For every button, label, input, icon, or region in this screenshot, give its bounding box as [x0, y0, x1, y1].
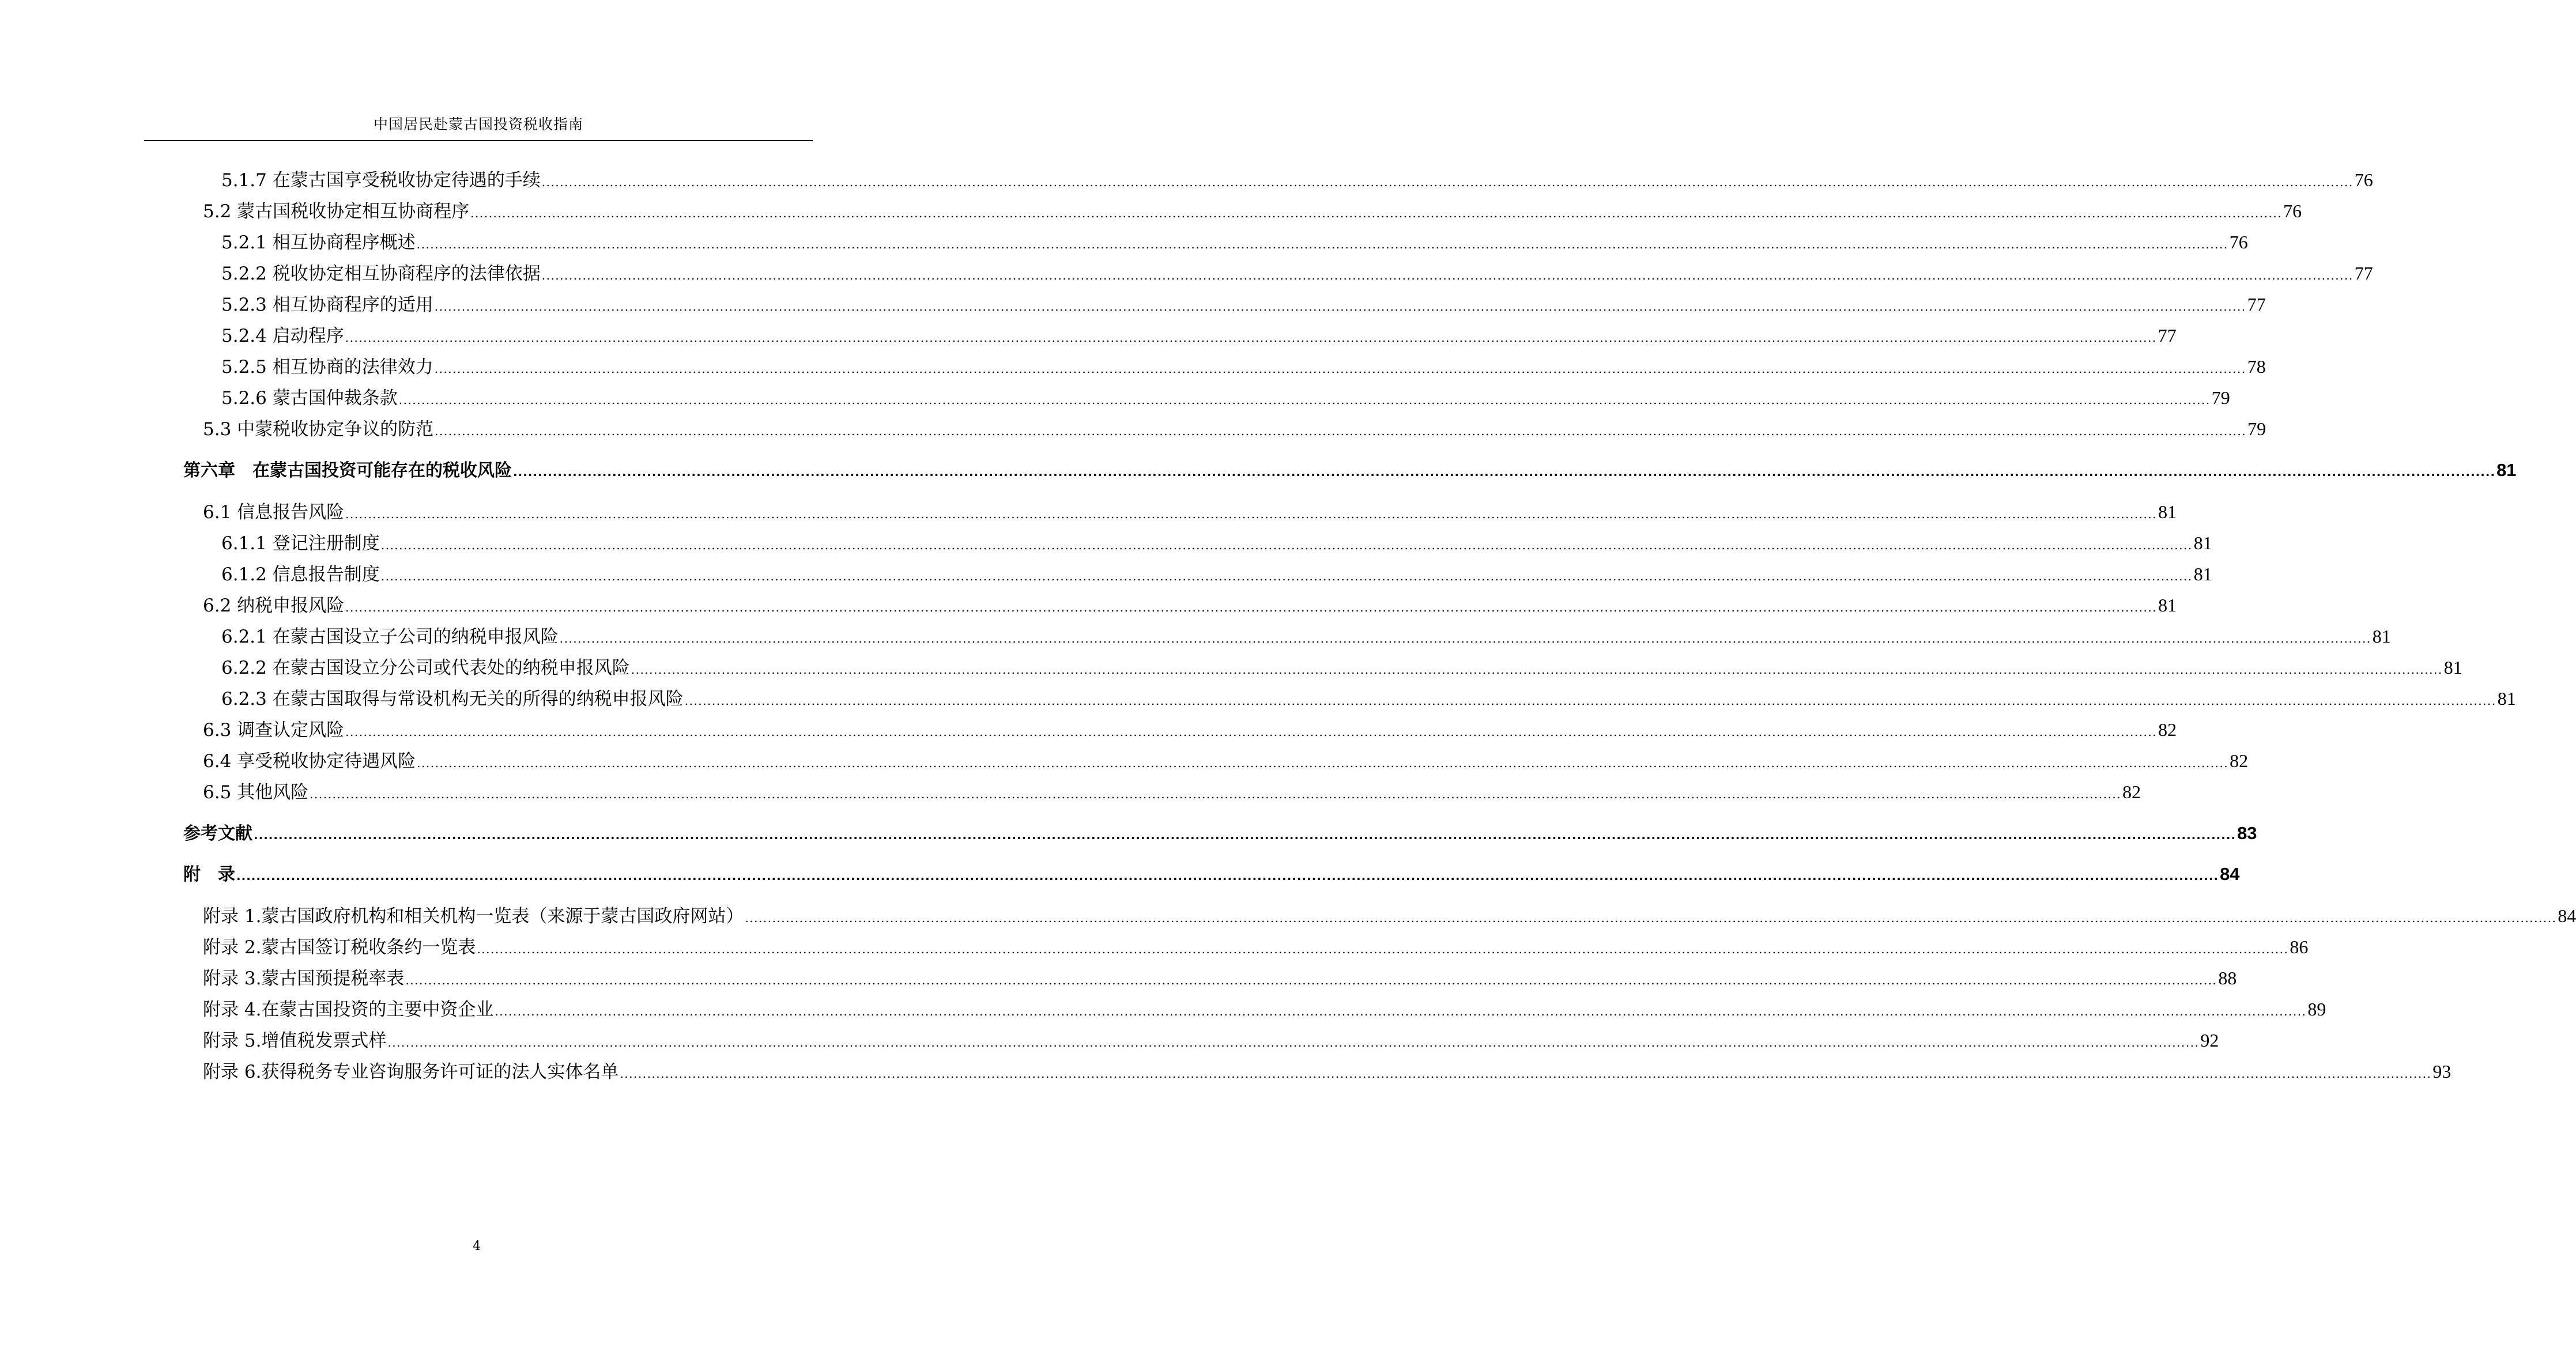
dot-leader: ................................................................................................................................................................................................................................................................................................................................................................................................................: [541, 269, 2354, 282]
toc-entry-title: 附录 6.获得税务专业咨询服务许可证的法人实体名单: [203, 1062, 619, 1082]
toc-entry-title: 5.1.7 在蒙古国享受税收协定待遇的手续: [221, 170, 541, 191]
toc-entry-title: 5.2 蒙古国税收协定相互协商程序: [203, 201, 470, 222]
dot-leader: ................................................................................................................................................................................................................................................................................................................................................................................................................: [387, 1036, 2200, 1049]
dot-leader: ................................................................................................................................................................................................................................................................................................................................................................................................................: [477, 942, 2289, 956]
dot-leader: ................................................................................................................................................................................................................................................................................................................................................................................................................: [559, 632, 2371, 645]
toc-entry-title: 附录 5.增值税发票式样: [203, 1030, 387, 1051]
toc-entry-title: 6.2.1 在蒙古国设立子公司的纳税申报风险: [221, 626, 559, 647]
toc-entry-title: 6.2 纳税申报风险: [203, 595, 345, 616]
dot-leader: ................................................................................................................................................................................................................................................................................................................................................................................................................: [470, 206, 2283, 220]
toc-entry[interactable]: [221, 354, 2266, 379]
toc-entry-page: 81: [2158, 595, 2177, 616]
toc-entry-page: 84: [2220, 864, 2240, 884]
toc-entry[interactable]: [203, 198, 2302, 224]
dot-leader: ................................................................................................................................................................................................................................................................................................................................................................................................................: [254, 828, 2236, 842]
toc-entry[interactable]: [221, 655, 2462, 680]
toc-entry-title: 6.5 其他风险: [203, 782, 309, 803]
running-header: 中国居民赴蒙古国投资税收指南: [373, 116, 583, 133]
toc-entry-page: 82: [2158, 719, 2177, 740]
toc-entry-title: 附录 4.在蒙古国投资的主要中资企业: [203, 999, 494, 1020]
dot-leader: ................................................................................................................................................................................................................................................................................................................................................................................................................: [541, 175, 2354, 189]
toc-entry-page: 81: [2443, 657, 2462, 678]
toc-entry-title: 5.2.1 相互协商程序概述: [221, 232, 416, 253]
page-number: 4: [473, 1239, 481, 1253]
dot-leader: ................................................................................................................................................................................................................................................................................................................................................................................................................: [405, 973, 2217, 987]
toc-entry[interactable]: [221, 260, 2373, 286]
toc-entry-page: 76: [2229, 232, 2248, 252]
dot-leader: ................................................................................................................................................................................................................................................................................................................................................................................................................: [416, 237, 2228, 251]
toc-entry-page: 77: [2354, 263, 2373, 284]
dot-leader: ................................................................................................................................................................................................................................................................................................................................................................................................................: [745, 911, 2557, 925]
toc-entry-title: 6.2.2 在蒙古国设立分公司或代表处的纳税申报风险: [221, 658, 630, 678]
toc-entry[interactable]: [203, 779, 2141, 805]
dot-leader: ................................................................................................................................................................................................................................................................................................................................................................................................................: [417, 756, 2229, 770]
dot-leader: ................................................................................................................................................................................................................................................................................................................................................................................................................: [380, 569, 2193, 583]
dot-leader: ................................................................................................................................................................................................................................................................................................................................................................................................................: [495, 1005, 2307, 1018]
toc-entry-title: 5.2.5 相互协商的法律效力: [221, 357, 433, 377]
toc-entry-title: 附录 1.蒙古国政府机构和相关机构一览表（来源于蒙古国政府网站）: [203, 906, 744, 927]
toc-entry[interactable]: [203, 1028, 2219, 1053]
dot-leader: ................................................................................................................................................................................................................................................................................................................................................................................................................: [631, 663, 2443, 677]
dot-leader: ................................................................................................................................................................................................................................................................................................................................................................................................................: [236, 869, 2219, 883]
toc-entry[interactable]: [203, 996, 2326, 1022]
toc-entry[interactable]: [203, 499, 2177, 524]
dot-leader: ................................................................................................................................................................................................................................................................................................................................................................................................................: [434, 362, 2246, 376]
toc-entry-page: 84: [2558, 905, 2576, 926]
toc-entry-title: 5.3 中蒙税收协定争议的防范: [203, 419, 434, 440]
toc-entry[interactable]: [203, 416, 2266, 441]
toc-entry[interactable]: [221, 624, 2391, 649]
dot-leader: ................................................................................................................................................................................................................................................................................................................................................................................................................: [513, 465, 2496, 479]
toc-entry[interactable]: [183, 862, 2240, 887]
toc-entry-title: 附录 3.蒙古国预提税率表: [203, 968, 405, 989]
toc-entry-page: 89: [2307, 999, 2326, 1020]
toc-entry[interactable]: [221, 229, 2248, 255]
toc-entry-page: 81: [2496, 460, 2517, 480]
toc-entry-page: 81: [2158, 501, 2177, 522]
toc-entry-title: 第六章 在蒙古国投资可能存在的税收风险: [183, 460, 512, 481]
dot-leader: ................................................................................................................................................................................................................................................................................................................................................................................................................: [345, 601, 2158, 614]
toc-entry[interactable]: [183, 821, 2257, 846]
toc-entry[interactable]: [221, 530, 2212, 556]
toc-entry[interactable]: [203, 934, 2309, 960]
toc-entry-page: 81: [2193, 564, 2212, 584]
toc-entry-page: 88: [2218, 968, 2237, 988]
toc-entry-page: 77: [2247, 294, 2266, 315]
toc-entry-title: 6.1 信息报告风险: [203, 502, 345, 523]
toc-entry-page: 79: [2211, 387, 2230, 408]
toc-entry-page: 81: [2193, 533, 2212, 553]
toc-entry-title: 5.2.4 启动程序: [221, 326, 344, 346]
toc-entry-title: 5.2.6 蒙古国仲裁条款: [221, 388, 398, 409]
toc-entry-page: 81: [2497, 688, 2516, 709]
toc-entry-page: 78: [2247, 356, 2266, 377]
toc-entry-page: 83: [2237, 823, 2257, 843]
toc-entry-title: 6.2.3 在蒙古国取得与常设机构无关的所得的纳税申报风险: [221, 689, 684, 709]
dot-leader: ................................................................................................................................................................................................................................................................................................................................................................................................................: [620, 1067, 2432, 1081]
dot-leader: ................................................................................................................................................................................................................................................................................................................................................................................................................: [398, 393, 2211, 407]
dot-leader: ................................................................................................................................................................................................................................................................................................................................................................................................................: [684, 694, 2496, 708]
toc-entry[interactable]: [203, 1059, 2451, 1084]
toc-entry-page: 76: [2283, 201, 2302, 221]
toc-entry[interactable]: [221, 385, 2230, 410]
toc-entry-page: 92: [2200, 1030, 2219, 1051]
toc-entry-title: 附录 2.蒙古国签订税收条约一览表: [203, 937, 476, 958]
toc-entry-title: 5.2.3 相互协商程序的适用: [221, 294, 433, 315]
toc-entry-page: 77: [2158, 325, 2177, 346]
toc-entry-title: 附 录: [183, 864, 235, 885]
toc-entry-page: 82: [2230, 750, 2249, 771]
dot-leader: ................................................................................................................................................................................................................................................................................................................................................................................................................: [310, 787, 2122, 801]
toc-entry-page: 81: [2372, 626, 2391, 647]
dot-leader: ................................................................................................................................................................................................................................................................................................................................................................................................................: [380, 538, 2193, 552]
toc-entry-title: 6.4 享受税收协定待遇风险: [203, 751, 416, 772]
dot-leader: ................................................................................................................................................................................................................................................................................................................................................................................................................: [345, 507, 2158, 521]
dot-leader: ................................................................................................................................................................................................................................................................................................................................................................................................................: [434, 300, 2246, 314]
toc-entry-page: 82: [2122, 781, 2141, 802]
toc-entry-page: 79: [2247, 418, 2266, 439]
toc-entry[interactable]: [203, 592, 2177, 618]
toc-entry[interactable]: [203, 903, 2576, 928]
toc-entry-title: 6.1.1 登记注册制度: [221, 533, 380, 554]
toc-entry-title: 6.1.2 信息报告制度: [221, 564, 380, 585]
toc-entry[interactable]: [203, 748, 2249, 773]
toc-entry-page: 76: [2354, 169, 2373, 190]
toc-entry[interactable]: [203, 717, 2177, 742]
toc-entry[interactable]: [183, 458, 2517, 483]
dot-leader: ................................................................................................................................................................................................................................................................................................................................................................................................................: [435, 424, 2247, 438]
toc-entry-title: 参考文献: [183, 824, 252, 844]
toc-entry[interactable]: [221, 323, 2177, 348]
dot-leader: ................................................................................................................................................................................................................................................................................................................................................................................................................: [345, 331, 2157, 345]
toc-entry-page: 93: [2432, 1061, 2451, 1082]
toc-entry-page: 86: [2290, 937, 2309, 957]
toc-entry[interactable]: [221, 292, 2266, 317]
toc-entry[interactable]: [221, 167, 2373, 192]
toc-entry[interactable]: [221, 561, 2212, 587]
toc-entry-title: 6.3 调查认定风险: [203, 720, 345, 741]
toc-entry[interactable]: [221, 686, 2516, 711]
toc-entry-title: 5.2.2 税收协定相互协商程序的法律依据: [221, 263, 541, 284]
dot-leader: ................................................................................................................................................................................................................................................................................................................................................................................................................: [345, 725, 2158, 739]
toc-entry[interactable]: [203, 965, 2237, 991]
